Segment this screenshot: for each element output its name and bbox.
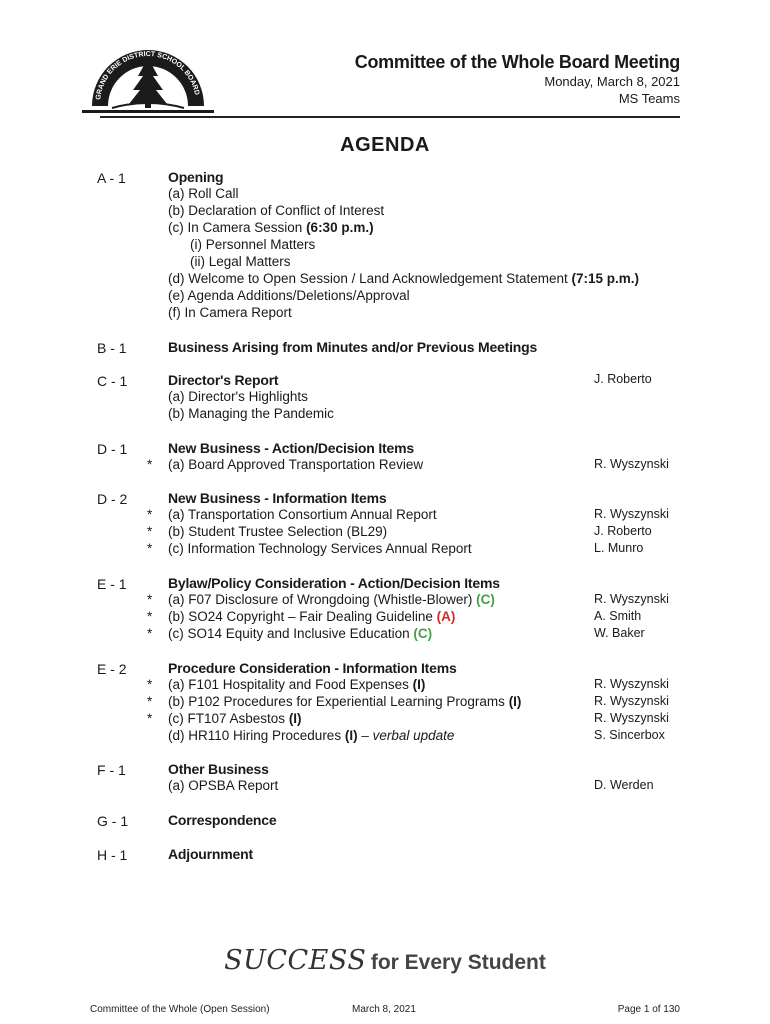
agenda-item: (c) In Camera Session (6:30 p.m.) — [168, 220, 374, 235]
category-tag: (A) — [436, 609, 456, 624]
section-code: D - 1 — [97, 441, 128, 457]
footer-center: March 8, 2021 — [352, 1004, 416, 1015]
agenda-item: (a) Director's Highlights — [168, 389, 308, 404]
agenda-item: (e) Agenda Additions/Deletions/Approval — [168, 288, 410, 303]
presenter: A. Smith — [594, 609, 642, 623]
presenter: L. Munro — [594, 541, 644, 555]
agenda-subitem: (ii) Legal Matters — [190, 254, 291, 269]
presenter: R. Wyszynski — [594, 592, 669, 606]
slogan-success: SUCCESS — [224, 945, 367, 976]
section-title: New Business - Information Items — [168, 490, 387, 506]
category-tag: (C) — [413, 626, 433, 641]
section-title: Other Business — [168, 761, 269, 777]
star-marker: * — [147, 626, 153, 641]
slogan — [0, 945, 770, 976]
agenda-item: (c) Information Technology Services Annual Report — [168, 541, 472, 556]
presenter: S. Sincerbox — [594, 728, 665, 742]
star-marker: * — [147, 694, 153, 709]
star-marker: * — [147, 457, 153, 472]
star-marker: * — [147, 677, 153, 692]
agenda-subitem: (i) Personnel Matters — [190, 237, 316, 252]
presenter: D. Werden — [594, 778, 654, 792]
section-title: Procedure Consideration - Information Items — [168, 660, 457, 676]
meeting-location: MS Teams — [618, 91, 680, 106]
section-title: Director's Report — [168, 372, 279, 388]
section-code: F - 1 — [97, 762, 126, 778]
agenda-item: (c) SO14 Equity and Inclusive Education (C) — [168, 626, 433, 641]
section-title: Correspondence — [168, 812, 277, 828]
section-code: A - 1 — [97, 170, 126, 186]
star-marker: * — [147, 541, 153, 556]
presenter: J. Roberto — [594, 372, 652, 386]
agenda-item: (a) Roll Call — [168, 186, 239, 201]
section-title: New Business - Action/Decision Items — [168, 440, 414, 456]
agenda-item: (b) P102 Procedures for Experiential Learning Programs (I) — [168, 694, 522, 709]
footer-left: Committee of the Whole (Open Session) — [90, 1004, 270, 1015]
presenter: W. Baker — [594, 626, 645, 640]
agenda-item: (a) OPSBA Report — [168, 778, 279, 793]
star-marker: * — [147, 524, 153, 539]
agenda-item: (d) Welcome to Open Session / Land Acknowledgement Statement (7:15 p.m.) — [168, 271, 640, 286]
agenda-item: (b) Declaration of Conflict of Interest — [168, 203, 385, 218]
presenter: R. Wyszynski — [594, 677, 669, 691]
section-title: Business Arising from Minutes and/or Previous Meetings — [168, 339, 538, 355]
svg-text:GRAND ERIE DISTRICT SCHOOL BOA: GRAND ERIE DISTRICT SCHOOL BOARD — [95, 50, 201, 101]
section-code: D - 2 — [97, 491, 128, 507]
star-marker: * — [147, 507, 153, 522]
star-marker: * — [147, 711, 153, 726]
agenda-item: (a) Board Approved Transportation Review — [168, 457, 424, 472]
agenda-item: (b) Student Trustee Selection (BL29) — [168, 524, 388, 539]
section-title: Bylaw/Policy Consideration - Action/Decision Items — [168, 575, 500, 591]
agenda-item: (b) SO24 Copyright – Fair Dealing Guideline (A) — [168, 609, 456, 624]
section-title: Opening — [168, 169, 224, 185]
presenter: R. Wyszynski — [594, 457, 669, 471]
section-code: E - 1 — [97, 576, 127, 592]
star-marker: * — [147, 592, 153, 607]
footer-page-number: Page 1 of 130 — [617, 1004, 680, 1015]
agenda-heading: AGENDA — [340, 134, 430, 156]
header-divider — [100, 116, 680, 118]
agenda-item: (f) In Camera Report — [168, 305, 292, 320]
section-code: C - 1 — [97, 373, 128, 389]
agenda-item: (c) FT107 Asbestos (I) — [168, 711, 302, 726]
presenter: R. Wyszynski — [594, 711, 669, 725]
presenter: J. Roberto — [594, 524, 652, 538]
presenter: R. Wyszynski — [594, 694, 669, 708]
section-title: Adjournment — [168, 846, 253, 862]
school-board-logo — [82, 40, 214, 122]
section-code: G - 1 — [97, 813, 129, 829]
star-marker: * — [147, 609, 153, 624]
presenter: R. Wyszynski — [594, 507, 669, 521]
meeting-title: Committee of the Whole Board Meeting — [354, 52, 680, 72]
agenda-item: (d) HR110 Hiring Procedures (I) – verbal update — [168, 728, 455, 743]
section-code: E - 2 — [97, 661, 127, 677]
agenda-item: (a) Transportation Consortium Annual Report — [168, 507, 437, 522]
slogan-rest: for Every Student — [370, 951, 546, 974]
agenda-item: (a) F101 Hospitality and Food Expenses (I) — [168, 677, 426, 692]
agenda-item: (b) Managing the Pandemic — [168, 406, 334, 421]
category-tag: (C) — [476, 592, 495, 607]
section-code: B - 1 — [97, 340, 127, 356]
section-code: H - 1 — [97, 847, 128, 863]
meeting-date: Monday, March 8, 2021 — [544, 74, 680, 89]
agenda-item: (a) F07 Disclosure of Wrongdoing (Whistle-Blower) (C) — [168, 592, 495, 607]
